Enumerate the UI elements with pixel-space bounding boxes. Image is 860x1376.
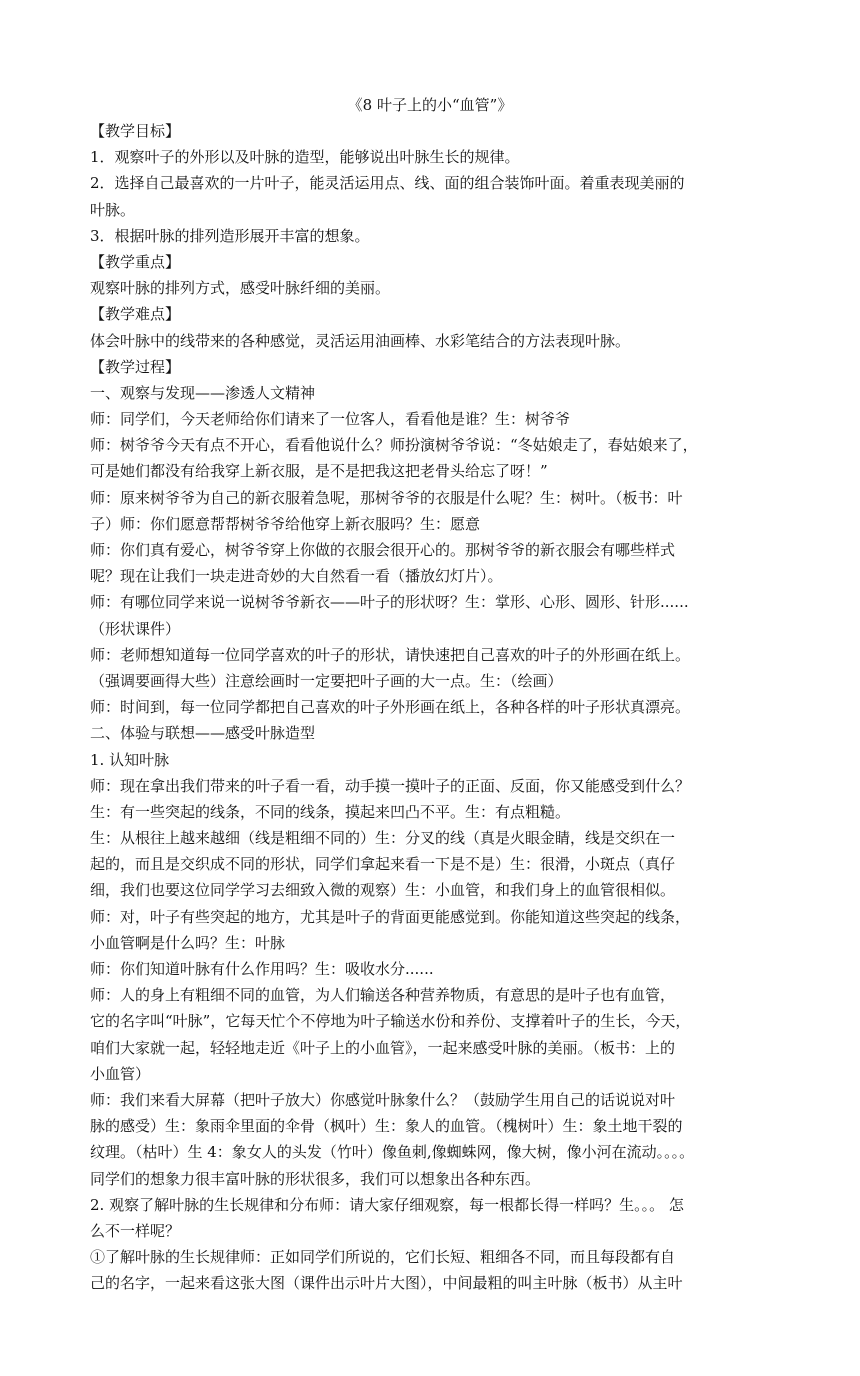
text-line: 师：有哪位同学来说一说树爷爷新衣——叶子的形状呀？生：掌形、心形、圆形、针形......: [90, 593, 689, 612]
text-line: 师：时间到，每一位同学都把自己喜欢的叶子外形画在纸上，各种各样的叶子形状真漂亮。: [90, 698, 691, 717]
text-line: 它的名字叫“叶脉”，它每天忙个不停地为叶子输送水份和养份、支撑着叶子的生长，今天，: [90, 1012, 691, 1031]
document-page: [90, 92, 770, 1296]
text-line: 起的，而且是交织成不同的形状，同学们拿起来看一下是不是）生：很滑，小斑点（真仔: [90, 855, 676, 874]
text-line: 师：你们真有爱心，树爷爷穿上你做的衣服会很开心的。那树爷爷的新衣服会有哪些样式: [90, 541, 676, 559]
text-line: 师：对，叶子有些突起的地方，尤其是叶子的背面更能感觉到。你能知道这些突起的线条，: [90, 907, 691, 926]
text-line: 师：原来树爷爷为自己的新衣服着急呢，那树爷爷的衣服是什么呢？生：树叶。（板书：叶: [90, 488, 683, 507]
text-line: 呢？现在让我们一块走进奇妙的大自然看一看（播放幻灯片）。: [90, 567, 503, 586]
text-line: 师：人的身上有粗细不同的血管，为人们输送各种营养物质，有意思的是叶子也有血管，: [90, 986, 676, 1005]
text-line: 师：树爷爷今天有点不开心，看看他说什么？师扮演树爷爷说：“冬姑娘走了，春姑娘来了，: [90, 436, 698, 455]
text-line: 生：从根往上越来越细（线是粗细不同的）生：分叉的线（真是火眼金睛，线是交织在一: [90, 829, 676, 848]
text-line: 细，我们也要这位同学学习去细致入微的观察）生：小血管，和我们身上的血管很相似。: [90, 881, 676, 900]
text-line: 师：同学们，今天老师给你们请来了一位客人，看看他是谁？生：树爷爷: [90, 410, 571, 429]
document-title: 《8 叶子上的小“血管”》: [347, 96, 513, 114]
text-line: 【教学过程】: [90, 357, 181, 376]
text-line: （强调要画得大些）注意绘画时一定要把叶子画的大一点。生：（绘画）: [90, 671, 563, 690]
text-line: 一、观察与发现——渗透人文精神: [90, 383, 316, 402]
text-line: 可是她们都没有给我穿上新衣服，是不是把我这把老骨头给忘了呀！”: [90, 462, 548, 481]
text-line: ①了解叶脉的生长规律师：正如同学们所说的，它们长短、粗细各不同，而且每段都有自: [90, 1248, 676, 1267]
text-line: 小血管啊是什么吗？生：叶脉: [90, 933, 286, 952]
text-line: 【教学目标】: [90, 122, 181, 140]
text-line: 3．根据叶脉的排列造形展开丰富的想象。: [90, 226, 370, 245]
text-line: 子）师：你们愿意帮帮树爷爷给他穿上新衣服吗？生：愿意: [90, 514, 481, 533]
text-line: 【教学重点】: [90, 252, 181, 271]
text-line: 观察叶脉的排列方式，感受叶脉纤细的美丽。: [90, 279, 391, 298]
text-line: 小血管）: [90, 1064, 151, 1083]
text-line: 师：你们知道叶脉有什么作用吗？生：吸收水分......: [90, 960, 434, 978]
text-line: 二、体验与联想——感受叶脉造型: [90, 724, 316, 743]
text-line: 脉的感受）生：象雨伞里面的伞骨（枫叶）生：象人的血管。（槐树叶）生：象土地干裂的: [90, 1117, 683, 1136]
text-line: （形状课件）: [90, 619, 181, 638]
document-body: [90, 118, 770, 1296]
text-line: 生：有一些突起的线条，不同的线条，摸起来凹凸不平。生：有点粗糙。: [90, 802, 571, 821]
text-line: 【教学难点】: [90, 305, 181, 324]
text-line: 咱们大家就一起，轻轻地走近《叶子上的小血管》，一起来感受叶脉的美丽。（板书：上的: [90, 1038, 676, 1057]
text-line: 1．观察叶子的外形以及叶脉的造型，能够说出叶脉生长的规律。: [90, 148, 520, 167]
text-line: 1. 认知叶脉: [90, 750, 170, 769]
text-line: 2. 观察了解叶脉的生长规律和分布师：请大家仔细观察，每一根都长得一样吗？生。。。 怎: [90, 1195, 684, 1214]
text-line: 师：现在拿出我们带来的叶子看一看，动手摸一摸叶子的正面、反面，你又能感受到什么？: [90, 776, 691, 795]
text-line: 己的名字，一起来看这张大图（课件出示叶片大图），中间最粗的叫主叶脉（板书）从主叶: [90, 1274, 683, 1293]
text-line: 体会叶脉中的线带来的各种感觉，灵活运用油画棒、水彩笔结合的方法表现叶脉。: [90, 331, 631, 350]
text-line: 师：我们来看大屏幕（把叶子放大）你感觉叶脉象什么？（鼓励学生用自己的话说说对叶: [90, 1090, 676, 1109]
text-line: 纹理。（枯叶）生 4：象女人的头发（竹叶）像鱼刺,像蜘蛛网，像大树，像小河在流动。。。。: [90, 1143, 695, 1162]
text-line: 2．选择自己最喜欢的一片叶子，能灵活运用点、线、面的组合装饰叶面。着重表现美丽的: [90, 174, 685, 193]
text-line: 叶脉。: [90, 200, 136, 219]
text-line: 么不一样呢？: [90, 1221, 181, 1240]
text-line: 同学们的想象力很丰富叶脉的形状很多，我们可以想象出各种东西。: [90, 1169, 541, 1188]
text-line: 师：老师想知道每一位同学喜欢的叶子的形状，请快速把自己喜欢的叶子的外形画在纸上。: [90, 645, 691, 664]
